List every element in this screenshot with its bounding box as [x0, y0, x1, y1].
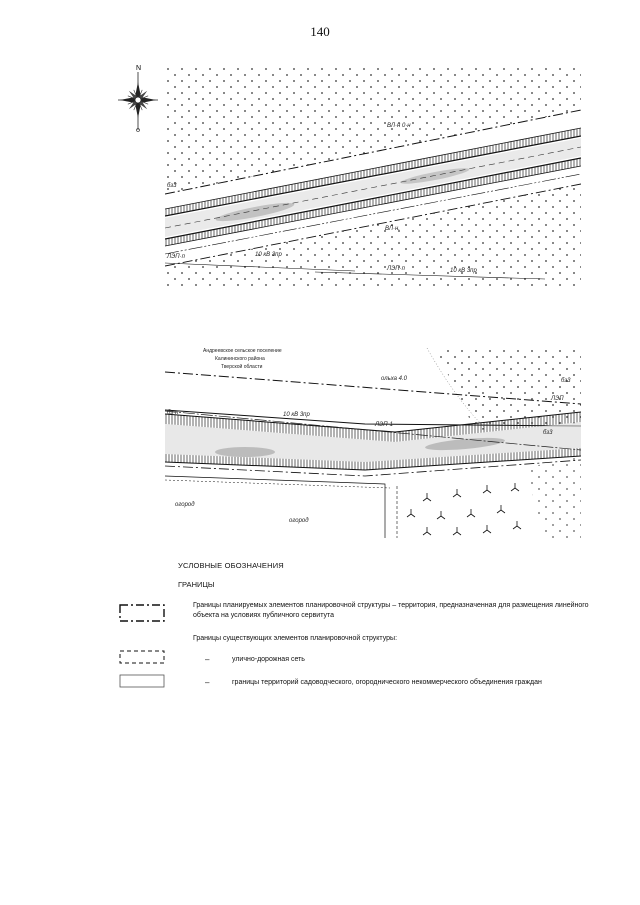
map1-label-right-bottom: 10 кВ 3пр — [450, 268, 477, 274]
compass-rose-icon — [114, 62, 162, 136]
map1-label-side: бз3 — [167, 183, 177, 189]
legend-item-garden-territory: границы территорий садоводческого, огороднического некоммерческого объединения граждан — [232, 679, 542, 686]
map1-label-top: ВЛ·н 0·н — [387, 123, 411, 129]
settlement-line-1: Андреевское сельское поселение — [203, 348, 282, 354]
legend-swatch-garden-territory — [119, 674, 165, 688]
map1-label-10kv: 10 кВ 3пр — [255, 252, 282, 258]
map1-label-center: ВЛ·н. — [385, 226, 400, 232]
map2-label-10kv: 10 кВ 3пр — [283, 412, 310, 418]
map2-label-right-top: бз3 — [561, 378, 571, 384]
settlement-line-2: Калининского района — [215, 356, 265, 362]
legend-item2-dash: – — [205, 655, 210, 664]
map2-label-left: бз-п — [167, 410, 179, 416]
map1-label-left-bottom: ЛЭП·п — [167, 254, 185, 260]
legend-item-street-network: улично-дорожная сеть — [232, 656, 305, 663]
map-fragment-1 — [165, 66, 581, 288]
map2-label-garden-2: огород — [289, 518, 309, 524]
legend-item-planned: Границы планируемых элементов планировочной структуры – территория, предназначенная для размещения линейного объекта на условиях публичного сервитута — [193, 602, 589, 619]
legend-swatch-planned-boundary — [119, 604, 165, 622]
legend-swatch-street-network — [119, 650, 165, 664]
map2-label-right: ЛЭП — [551, 396, 564, 402]
legend-item3-dash: – — [205, 678, 210, 687]
legend-subtitle: ГРАНИЦЫ — [178, 580, 215, 589]
map1-label-mid-bottom: ЛЭП·п — [387, 266, 405, 272]
settlement-line-3: Тверской области — [221, 364, 263, 370]
map2-label-garden-1: огород — [175, 502, 195, 508]
map2-label-road: ольха 4.0 — [381, 376, 408, 382]
map-fragment-2 — [165, 348, 581, 538]
north-label: N — [136, 65, 142, 72]
legend-title: УСЛОВНЫЕ ОБОЗНАЧЕНИЯ — [178, 561, 284, 570]
page-number: 140 — [310, 24, 330, 39]
map2-label-right-2: бз3 — [543, 430, 553, 436]
legend-existing-header: Границы существующих элементов планировочной структуры: — [193, 635, 398, 642]
map2-label-line2: ЛЭП-1 — [375, 422, 393, 428]
